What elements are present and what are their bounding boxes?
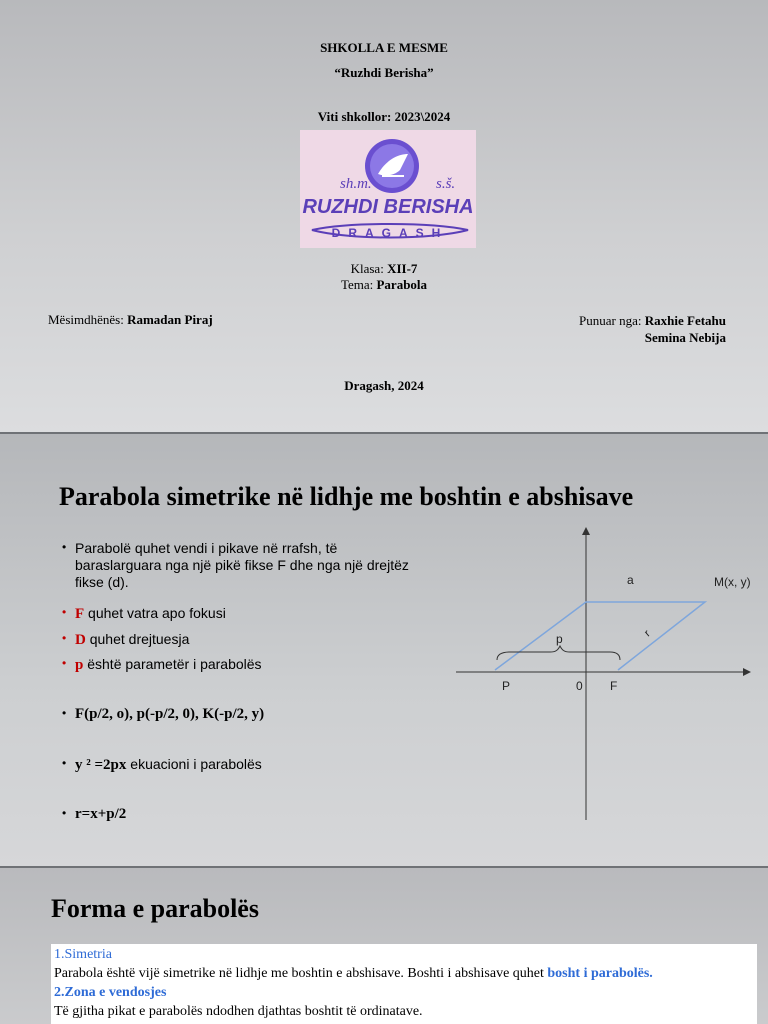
bullet-text: quhet drejtuesja: [85, 631, 190, 647]
bullet-text: ekuacioni i parabolës: [126, 756, 262, 772]
slide-title: Forma e parabolës: [51, 894, 259, 923]
teacher-line: [48, 312, 213, 328]
class-label: Klasa:: [350, 261, 388, 276]
topic-line: [0, 277, 768, 293]
slide-title: Parabola simetrike në lidhje me boshtin e abshisave: [59, 482, 634, 511]
label-focus: F: [610, 679, 618, 693]
term-key: p: [75, 657, 84, 673]
term-key: D: [75, 632, 86, 648]
logo-graphic: [300, 130, 476, 248]
logo-text-right: s.š.: [436, 176, 456, 192]
section-heading: 2.Zona e vendosjes: [54, 985, 167, 1000]
bullet-dot-icon: •: [62, 656, 67, 670]
bullet-dot-icon: •: [62, 540, 67, 554]
bullet-dot-icon: •: [62, 605, 67, 619]
topic-label: Tema:: [340, 277, 377, 292]
equation: y ² =2px: [75, 757, 127, 773]
cover-slide: [0, 0, 768, 432]
distance-lines: [495, 602, 705, 670]
authors-block: [579, 312, 726, 346]
bullet-text: r=x+p/2: [75, 806, 127, 822]
section-heading: 1.Simetria: [54, 947, 112, 962]
paragraph-text: Parabola është vijë simetrike në lidhje me boshtin e abshisave. Boshti i abshisave quhet: [54, 966, 548, 981]
place-date: Dragash, 2024: [344, 378, 424, 393]
label-p: p: [556, 632, 563, 646]
form-slide: [0, 868, 768, 1024]
list-item: [62, 806, 422, 823]
class-value: XII-7: [387, 261, 418, 276]
label-r: r: [642, 627, 653, 640]
school-name-quoted: “Ruzhdi Berisha”: [334, 65, 434, 80]
school-logo: [300, 130, 476, 248]
logo-text-left: sh.m.: [340, 176, 372, 192]
bullet-dot-icon: •: [62, 631, 67, 645]
bullet-dot-icon: •: [62, 756, 67, 770]
section-text: [54, 964, 754, 983]
content-box: [51, 944, 757, 1024]
logo-school-name: RUZHDI BERISHA: [302, 196, 474, 218]
bullet-text: është parametër i parabolës: [83, 656, 262, 672]
section-text: Të gjitha pikat e parabolës ndodhen djathtas boshtit të ordinatave.: [54, 1004, 423, 1019]
authors-label: Punuar nga:: [579, 313, 645, 328]
parabola-diagram: [450, 522, 760, 822]
label-origin: 0: [576, 679, 583, 693]
teacher-label: Mësimdhënës:: [48, 312, 128, 327]
bullet-text: Parabolë quhet vendi i pikave në rrafsh, të baraslarguara nga një pikë fikse F dhe nga një drejtëz fikse (d).: [75, 540, 409, 590]
bullet-text: quhet vatra apo fokusi: [84, 605, 226, 621]
label-point-m: M(x, y): [714, 575, 751, 589]
term-key: F: [75, 606, 85, 622]
author-name: Semina Nebija: [644, 330, 726, 345]
bullet-dot-icon: •: [62, 806, 67, 820]
list-item: [62, 631, 422, 649]
bullet-dot-icon: •: [62, 706, 67, 720]
school-year: Viti shkollor: 2023\2024: [317, 109, 451, 124]
class-line: [0, 261, 768, 277]
parameter-brace: [497, 646, 620, 660]
label-a: a: [627, 573, 634, 587]
school-name: SHKOLLA E MESME: [320, 40, 448, 55]
list-item: [62, 605, 422, 623]
teacher-name: Ramadan Piraj: [127, 312, 213, 327]
label-point-p: P: [502, 679, 511, 693]
list-item: [62, 706, 422, 723]
author-name: Raxhie Fetahu: [644, 313, 726, 328]
topic-value: Parabola: [376, 277, 428, 292]
bullet-text: F(p/2, o), p(-p/2, 0), K(-p/2, y): [75, 706, 265, 722]
list-item: [62, 656, 422, 674]
logo-town: DRAGASH: [331, 226, 449, 240]
parabola-slide: [0, 434, 768, 866]
list-item: [62, 756, 422, 774]
list-item: [62, 540, 422, 591]
highlight-text: bosht i parabolës.: [547, 966, 653, 981]
